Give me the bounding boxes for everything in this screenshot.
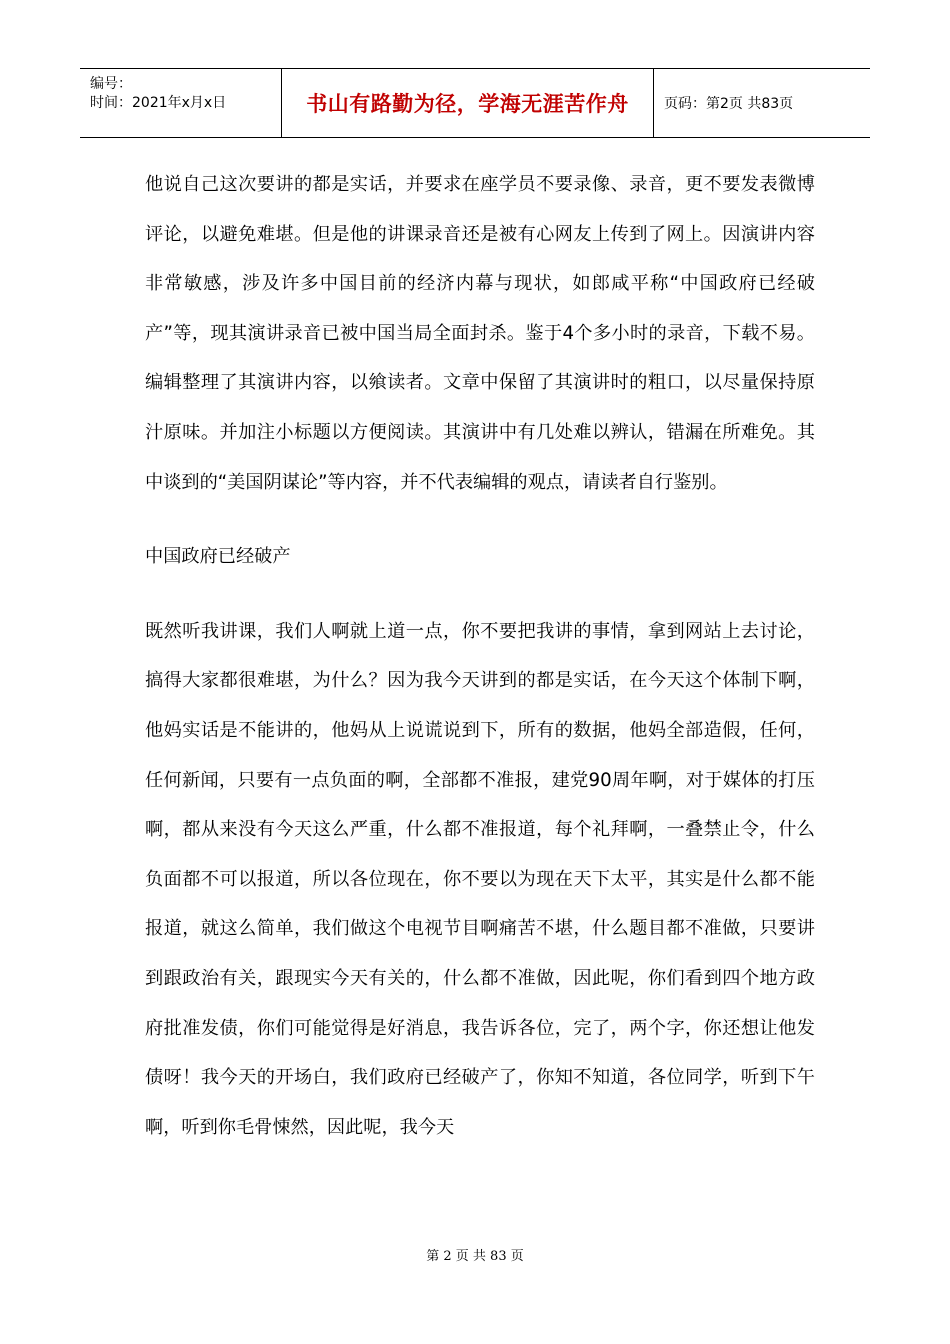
document-number: 编号： — [90, 76, 132, 92]
header-page-number: 页码：第2页 共83页 — [664, 96, 794, 112]
speech-paragraph: 既然听我讲课，我们人啊就上道一点，你不要把我讲的事情，拿到网站上去讨论，搞得大家都很难堪，为什么？因为我今天讲到的都是实话，在今天这个体制下啊，他妈实话是不能讲的，他妈从上说谎说到下，所有的数据，他妈全部造假，任何，任何新闻，只要有一点负面的啊，全部都不准报，建党90周年啊，对于媒体的打压啊，都从来没有今天这么严重，什么都不准报道，每个礼拜啊，一叠禁止令，什么负面都不可以报道，所以各位现在，你不要以为现在天下太平，其实是什么都不能报道，就这么简单，我们做这个电视节目啊痛苦不堪，什么题目都不准做，只要讲到跟政治有关，跟现实今天有关的，什么都不准做，因此呢，你们看到四个地方政府批准发债，你们可能觉得是好消息，我告诉各位，完了，两个字，你还想让他发债呀！我今天的开场白，我们政府已经破产了，你知不知道，各位同学，听到下午啊，听到你毛骨悚然，因此呢，我今天 — [145, 620, 815, 1138]
header-meta — [80, 69, 282, 137]
page-header — [80, 68, 870, 138]
document-body — [145, 160, 815, 1152]
header-motto: 书山有路勤为径，学海无涯苦作舟 — [282, 69, 654, 137]
page-footer: 第 2 页 共 83 页 — [426, 1249, 524, 1264]
section-heading: 中国政府已经破产 — [145, 546, 291, 568]
document-date: 时间：2021年x月x日 — [90, 95, 227, 111]
intro-paragraph: 他说自己这次要讲的都是实话，并要求在座学员不要录像、录音，更不要发表微博评论，以避免难堪。但是他的讲课录音还是被有心网友上传到了网上。因演讲内容非常敏感，涉及许多中国目前的经济内幕与现状，如郎咸平称“中国政府已经破产”等，现其演讲录音已被中国当局全面封杀。鉴于4个多小时的录音，下载不易。编辑整理了其演讲内容，以飨读者。文章中保留了其演讲时的粗口，以尽量保持原汁原味。并加注小标题以方便阅读。其演讲中有几处难以辨认，错漏在所难免。其中谈到的“美国阴谋论”等内容，并不代表编辑的观点，请读者自行鉴别。 — [145, 174, 815, 493]
